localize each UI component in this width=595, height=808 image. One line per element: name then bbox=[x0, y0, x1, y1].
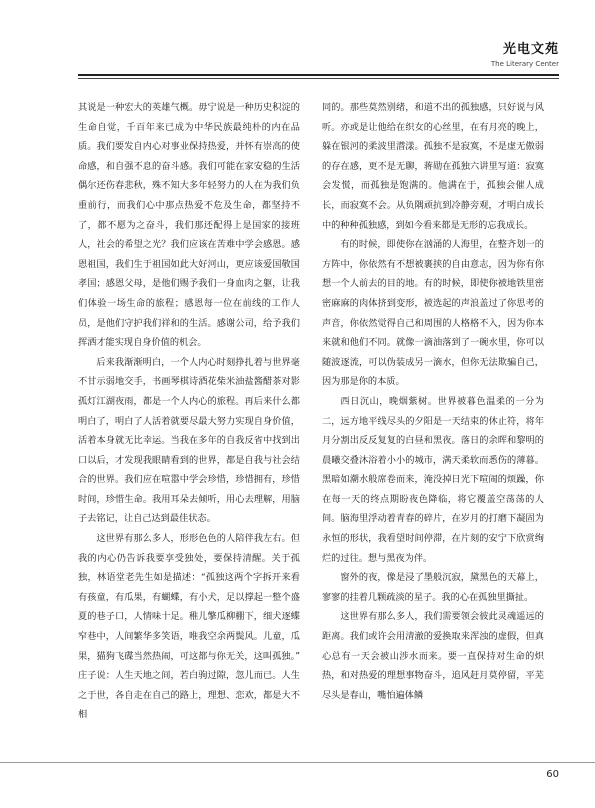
paragraph: 后来我渐渐明白，一个人内心时刻挣扎着与世界毫不甘示弱地交手，书画琴棋诗酒花柴米油盐酱醋茶对影孤灯江湖夜雨，都是一个人内心的旅程。再后来什么都明白了，明白了人活着就要尽最大努力实现自身价值，活着本身就无比幸运。当我在多年的自我反省中找到出口以后，才发现我眼睛看到的世界，都是自我与社会结合的世界。我们应在喧嚣中学会珍惜，珍惜拥有，珍惜时间，珍惜生命。我用耳朵去倾听，用心去理解，用脑子去铭记，让自己达到最佳状态。 bbox=[78, 356, 300, 525]
paragraph: 同的。那些莫然别绪，和道不出的孤独感，只好说与风听。亦或是让他给在织女的心丝里，在有月亮的晚上，躲在银河的柔波里潜漾。孤独不是寂寞，不是虚无傲弱的存在感，更不是无聊，蒋勋在孤独六讲里写道：寂寞会发慌，而孤独是饱满的。他满在于，孤独会催人成长，而寂寞不会。从负隅顽抗到冷静旁观，才明白成长中的种种孤独感，到如今看来都是无形的忘我成长。 bbox=[322, 102, 544, 231]
magazine-subtitle: The Literary Center bbox=[490, 60, 559, 68]
paragraph: 这世界有那么多人，我们需要领会彼此灵魂遥远的距离。我们或许会用清澈的爱换取来浑浊的虚假，但真心总有一天会被山涉水而来。要一直保持对生命的炽热，和对热爱的理想事物奋斗，追风赶月莫停留，平芜尽头是春山，嘴怕遍体鳞 bbox=[322, 611, 544, 701]
magazine-title: 光电文苑 bbox=[502, 42, 559, 57]
right-column bbox=[322, 98, 544, 705]
paragraph: 其说是一种宏大的英雄气概。毋宁说是一种历史积淀的生命自觉，千百年来已成为中华民族最纯朴的内在品质。我们要发自内心对事业保持热爱，并怀有崇高的使命感，和自强不息的奋斗感。我们可能在家安稳的生活偶尔还伤春悲秋，殊不知大多年轻努力的人在为我们负重前行，而我们心中那点热爱不危及生命，都坚持不了，都不愿为之奋斗，我们那还配得上是国家的接班人，社会的希望之光？我们应该在苦难中学会感恩。感恩祖国，我们生于祖国如此大好河山，更应该爱国敬国孝国；感恩父母，是他们赐予我们一身血肉之躯，让我们体验一场生命的旅程；感恩每一位在前线的工作人员，是他们守护我们祥和的生活。感谢公司，给予我们挥洒才能实现自身价值的机会。 bbox=[78, 102, 300, 349]
paragraph: 西日沉山，晚烟紫树。世界被暮色温柔的一分为二，远方地平线尽头的夕阳是一天结束的休止符，将年月分割出反反复复的白昼和黑夜。落日的余晖和黎明的晨曦交叠沐浴着小小的城市，满天柔软而悉伤的薄暮。黑暗如潮水般席卷而来，淹没掉日光下喧闹的烦躁，你在每一天的终点期盼夜色降临，将它覆盖空荡荡的人间。脑海里浮动着青春的碎片，在岁月的打磨下凝固为永恒的形状，我看望时间停滞，在片刻的安宁下欣赏绚烂的过往。想与黑夜为伴。 bbox=[322, 395, 544, 564]
paragraph: 这世界有那么多人，形形色色的人陪伴我左右。但我的内心仍告诉我要享受独处，要保持清醒。关于孤独，林语堂老先生如是描述：“孤独这两个字拆开来看有孩童，有瓜果，有蝴蝶，有小犬，足以撑起一整个盛夏的巷子口，人情味十足。稚儿擎瓜柳棚下，细犬逐蝶窄巷中，人间繁华多笑语，唯我空余两鬓风。儿童，瓜果，猫狗飞碟当然热闹，可这都与你无关，这叫孤独。” 庄子说：人生天地之间，若白驹过隙，忽儿而已。人生之于世，各自走在自己的路上，理想、恋欢，都是大不相 bbox=[78, 533, 300, 721]
footer-divider bbox=[0, 762, 595, 763]
page-number: 60 bbox=[546, 769, 559, 780]
header-rule-thick bbox=[78, 74, 559, 76]
page-header bbox=[491, 38, 559, 68]
paragraph: 窗外的夜，像是浸了墨般沉寂，黛黑色的天幕上，寥寥的挂着几颗疏淡的星子。我的心在孤独里撕扯。 bbox=[322, 572, 544, 603]
left-column bbox=[78, 98, 300, 725]
header-rule-thin bbox=[78, 78, 559, 79]
paragraph: 有的时候，即使你在汹涌的人海里，在整齐划一的方阵中，你依然有不想被裹挟的自由意志，因为你有你想一个人前去的目的地。有的时候，即使你被地铁里密密麻麻的肉体挤到变形，被选起的声浪盖过了你思考的声音，你依然觉得自己和周围的人格格不入，因为你本来就和他们不同。就像一滴油落到了一碗水里，你可以随波逐流，可以伪装成另一滴水，但你无法欺骗自己，因为那是你的本质。 bbox=[322, 239, 544, 388]
